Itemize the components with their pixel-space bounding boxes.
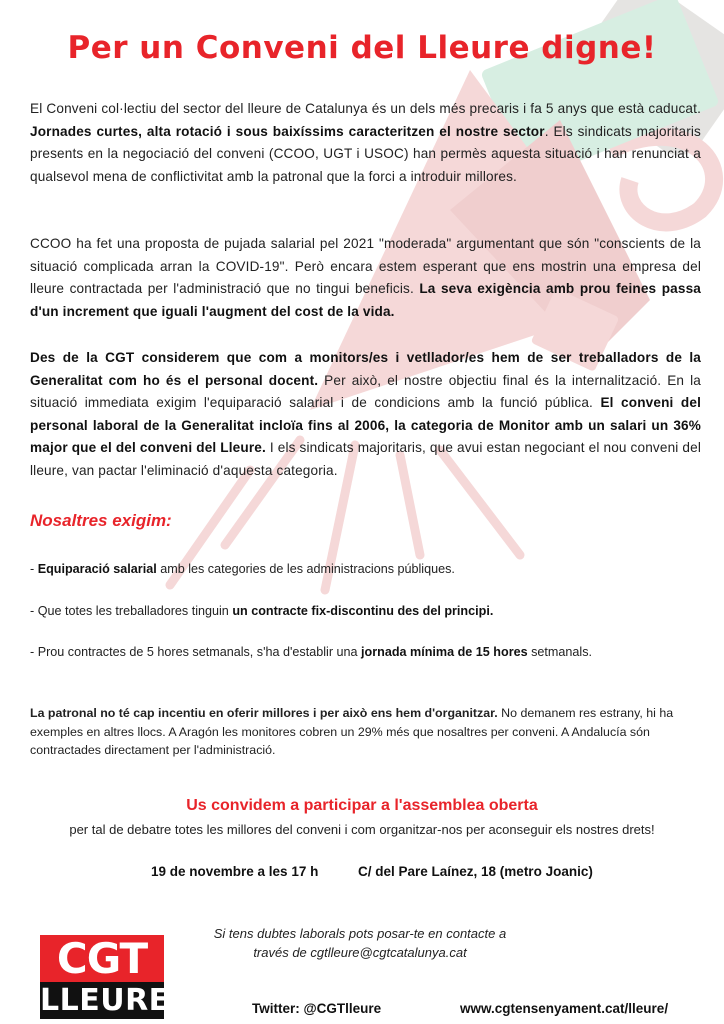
intro-paragraph-1: [30, 98, 701, 188]
bold-text-run: jornada mínima de 15 hores: [361, 645, 528, 659]
bold-text-run: La patronal no té cap incentiu en oferir millores i per això ens hem d'organitzar.: [30, 706, 498, 720]
demands-heading: Nosaltres exigim:: [30, 511, 172, 530]
text-run: Per això, el nostre objectiu final és la internalització. En la situació immediata exigim l'equiparació salarial i de condicions amb la funció pública.: [30, 372, 701, 410]
closing-paragraph: [30, 704, 702, 760]
text-run: - Que totes les treballadores tinguin: [30, 604, 233, 618]
text-run: . Els sindicats majoritaris presents en la negociació del conveni (CCOO, UGT i USOC) han permès aquesta situació i han renunciat a qualsevol mena de conflictivitat amb la patronal que la forci a introduir millores.: [30, 123, 701, 184]
bold-text-run: Equiparació salarial: [37, 562, 157, 576]
text-run: El Conveni col·lectiu del sector del lleure de Catalunya és un dels més precaris i fa 5 anys que està caducat.: [30, 101, 701, 116]
text-run: - Prou contractes de 5 hores setmanals, s'ha d'establir una: [30, 645, 362, 659]
bold-text-run: Des de la CGT considerem que com a monitors/es i vetllador/es hem de ser treballadors de la Generalitat com ho és el personal docent.: [30, 350, 701, 388]
invite-subtitle: per tal de debatre totes les millores del conveni i com organitzar-nos per aconseguir els nostres drets!: [69, 822, 655, 837]
logo-cgt-text: CGT: [40, 935, 164, 982]
intro-paragraph-2: [30, 233, 701, 323]
bold-text-run: un contracte fix-discontinu des del principi.: [232, 604, 494, 618]
cgt-lleure-logo: [40, 934, 170, 1019]
invite-heading: Us convidem a participar a l'assemblea oberta: [186, 797, 538, 814]
text-run: amb les categories de les administracions públiques.: [156, 562, 455, 576]
bold-text-run: El conveni del personal laboral de la Generalitat incloïa fins al 2006, la categoria de Monitor amb un salari un 36% major que el del conveni del Lleure.: [30, 395, 701, 455]
twitter-handle: Twitter: @CGTlleure: [252, 1001, 382, 1016]
website-url: www.cgtensenyament.cat/lleure/: [460, 1001, 669, 1016]
demand-item-2: [30, 602, 710, 620]
contact-note: [180, 924, 540, 962]
intro-paragraph-3: [30, 347, 701, 482]
text-run: -: [30, 562, 38, 576]
page-title: Per un Conveni del Lleure digne!: [67, 30, 657, 66]
bold-text-run: La seva exigència amb prou feines passa d'un increment que iguali l'augment del cost de la vida.: [30, 281, 702, 319]
event-date: 19 de novembre a les 17 h: [151, 864, 319, 879]
logo-lleure-text: LLEURE: [40, 983, 170, 1018]
text-run: No demanem res estrany, hi ha exemples en altres llocs. A Aragón les monitores cobren un 29% més que nosaltres per conveni. A Andalucía són contractades directament per l'administració.: [30, 706, 674, 757]
demand-item-1: [30, 560, 710, 578]
text-run: I els sindicats majoritaris, que avui estan negociant el nou conveni del lleure, van pactar l'eliminació d'aquesta categoria.: [30, 440, 701, 478]
text-run: setmanals.: [527, 645, 593, 659]
contact-line-1: Si tens dubtes laborals pots posar-te en contacte a: [213, 926, 507, 941]
contact-email-line: través de cgtlleure@cgtcatalunya.cat: [253, 945, 467, 960]
demand-item-3: [30, 643, 710, 661]
text-run: CCOO ha fet una proposta de pujada salarial pel 2021 "moderada" argumentant que són "conscients de la situació complicada arran la COVID-19". Però encara estem esperant que ens mostrin una empresa del lleure contractada per l'administració que no tingui beneficis.: [30, 236, 701, 296]
bold-text-run: Jornades curtes, alta rotació i sous baixíssims caracteritzen el nostre sector: [30, 123, 545, 139]
event-location: C/ del Pare Laínez, 18 (metro Joanic): [358, 864, 593, 879]
